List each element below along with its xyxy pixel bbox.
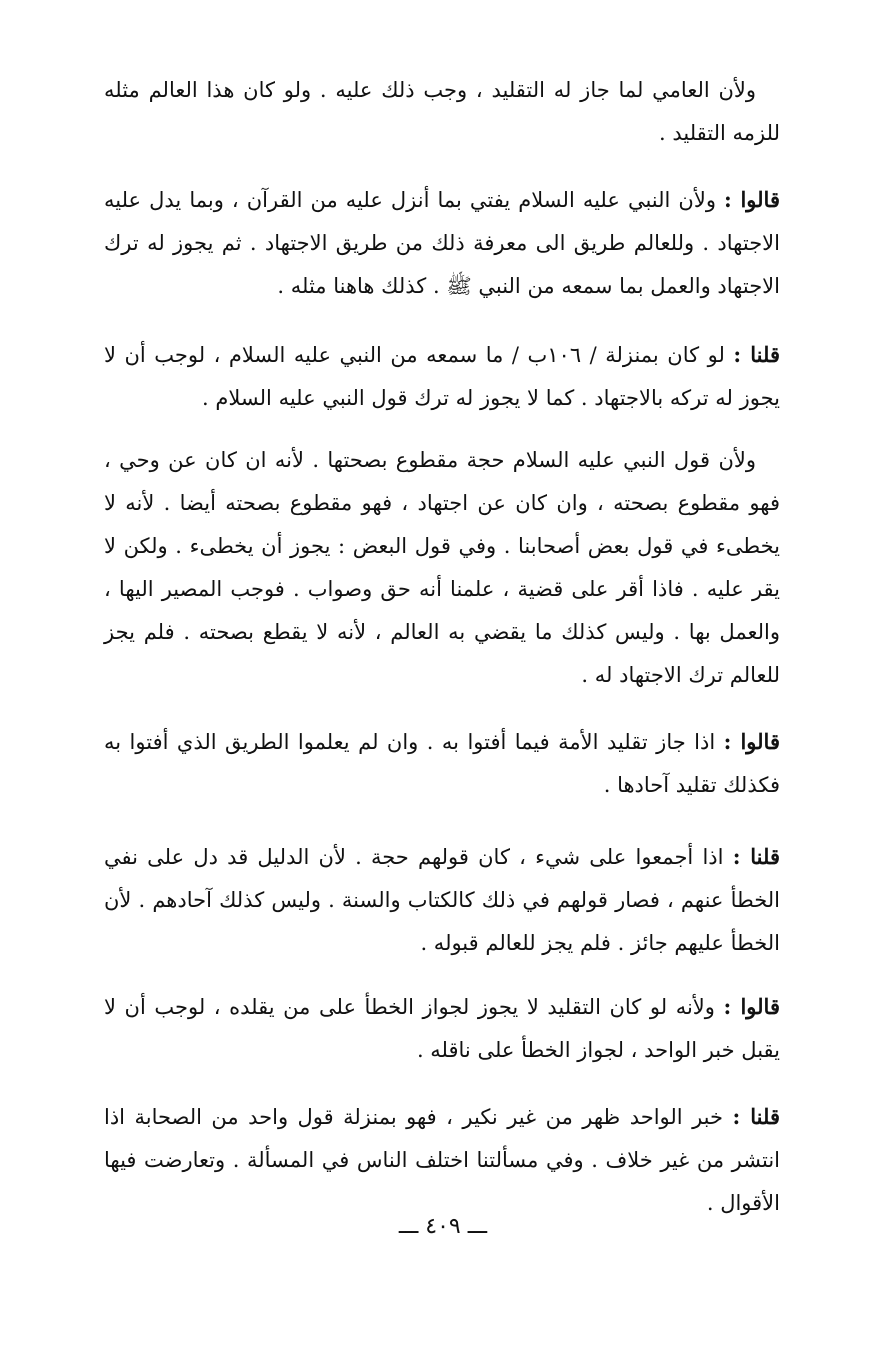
- paragraph-text: ولأنه لو كان التقليد لا يجوز لجواز الخطأ على من يقلده ، لوجب أن لا يقبل خبر الواحد ، لجواز الخطأ على ناقله .: [104, 995, 780, 1062]
- paragraph-lead: قالوا :: [723, 729, 780, 754]
- paragraph-lead: قلنا :: [732, 1104, 781, 1129]
- paragraph-text: ولأن النبي عليه السلام يفتي بما أنزل عليه من القرآن ، وبما يدل عليه الاجتهاد . وللعالم طريق الى معرفة ذلك من طريق الاجتهاد . ثم يجوز له ترك الاجتهاد والعمل بما سمعه من النبي ﷺ . كذلك هاهنا مثله .: [104, 188, 780, 298]
- paragraph-text: اذا أجمعوا على شيء ، كان قولهم حجة . لأن الدليل قد دل على نفي الخطأ عنهم ، فصار قولهم في ذلك كالكتاب والسنة . وليس كذلك آحادهم . لأن الخطأ عليهم جائز . فلم يجز للعالم قبوله .: [104, 845, 780, 955]
- paragraph: [104, 333, 780, 420]
- paragraph-text: ولأن العامي لما جاز له التقليد ، وجب ذلك عليه . ولو كان هذا العالم مثله للزمه التقليد .: [104, 78, 780, 145]
- paragraph-text: ولأن قول النبي عليه السلام حجة مقطوع بصحتها . لأنه ان كان عن وحي ، فهو مقطوع بصحته ، وان كان عن اجتهاد ، فهو مقطوع بصحته أيضا . لأنه لا يخطىء في قول بعض أصحابنا . وفي قول البعض : يجوز أن يخطىء . ولكن لا يقر عليه . فاذا أقر على قضية ، علمنا أنه حق وصواب . فوجب المصير اليها ، والعمل بها . وليس كذلك ما يقضي به العالم ، لأنه لا يقطع بصحته . فلم يجز للعالم ترك الاجتهاد له .: [104, 448, 780, 687]
- paragraph-text: خبر الواحد ظهر من غير نكير ، فهو بمنزلة قول واحد من الصحابة اذا انتشر من غير خلاف . وفي مسألتنا اختلف الناس في المسألة . وتعارضت فيها الأقوال .: [104, 1105, 780, 1215]
- page-number: ـــ ٤٠٩ ـــ: [398, 1214, 488, 1239]
- paragraph-lead: قالوا :: [724, 187, 780, 212]
- paragraph: [104, 438, 780, 697]
- paragraph: [104, 835, 780, 965]
- paragraph-lead: قالوا :: [723, 994, 780, 1019]
- paragraph: [104, 720, 780, 807]
- paragraph: [104, 1095, 780, 1225]
- paragraph: [104, 68, 780, 155]
- paragraph: [104, 178, 780, 308]
- paragraph: [104, 985, 780, 1072]
- paragraph-lead: قلنا :: [733, 342, 780, 367]
- paragraph-text: اذا جاز تقليد الأمة فيما أفتوا به . وان لم يعلموا الطريق الذي أفتوا به فكذلك تقليد آحادها .: [104, 730, 780, 797]
- paragraph-text: لو كان بمنزلة / ١٠٦ب / ما سمعه من النبي عليه السلام ، لوجب أن لا يجوز له تركه بالاجتهاد . كما لا يجوز له ترك قول النبي عليه السلام .: [104, 343, 780, 410]
- paragraph-lead: قلنا :: [732, 844, 781, 869]
